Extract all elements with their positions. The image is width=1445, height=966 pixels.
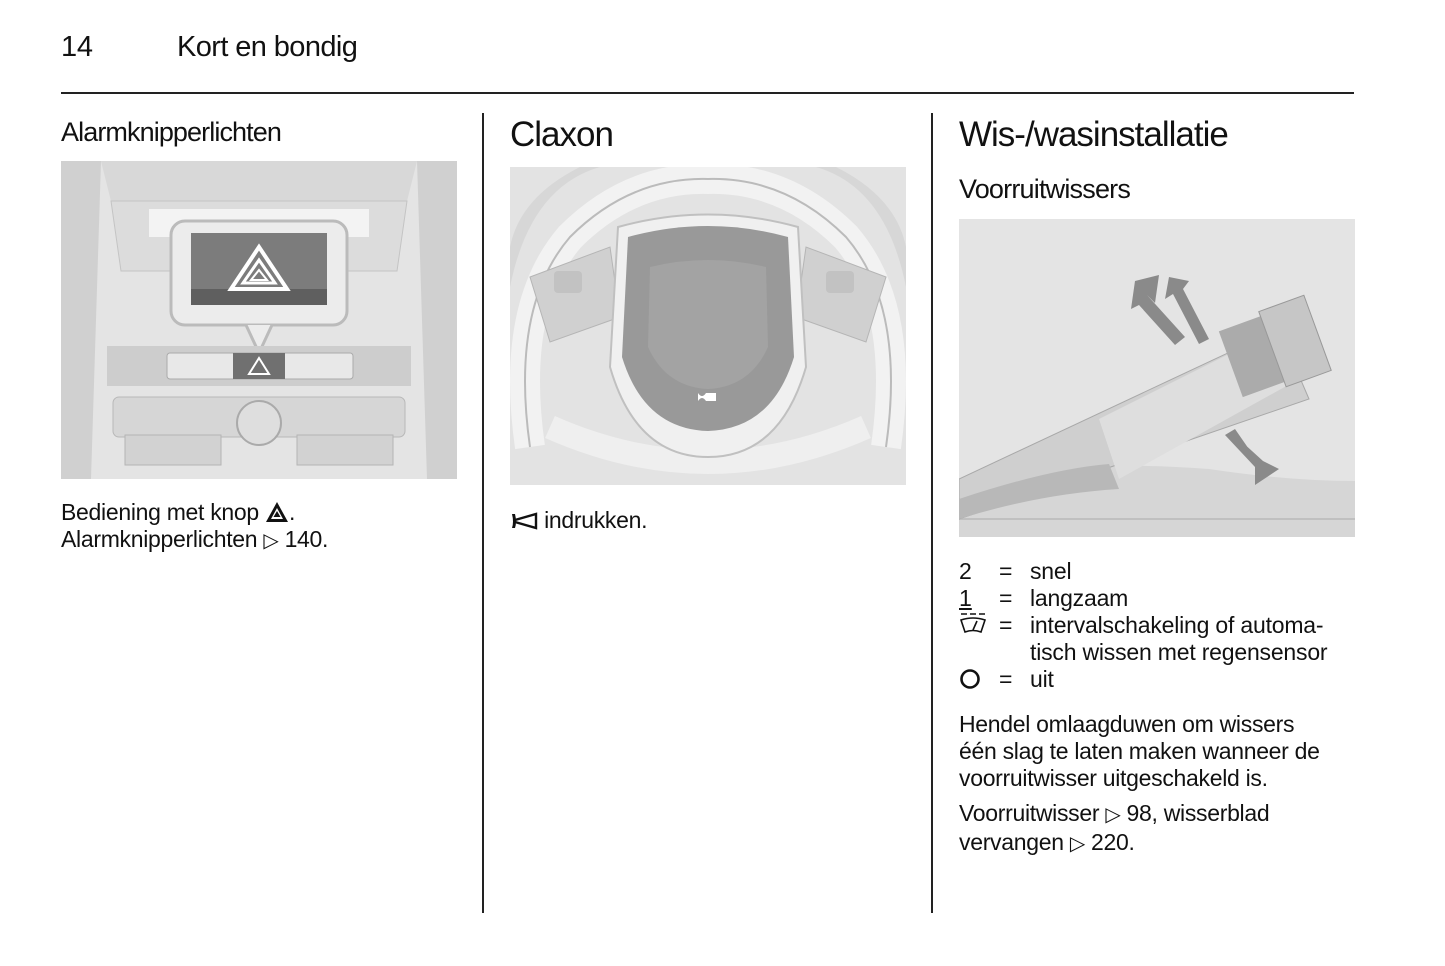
page-header [61,28,1354,94]
off-circle-icon [959,666,989,693]
page-number: 14 [61,31,93,63]
section-subheading: Voorruitwissers [959,174,1131,204]
section-heading: Alarmknipperlichten [61,117,282,147]
legend-key: 1 [959,585,972,611]
legend-row: 2 = snel [959,558,1072,584]
section-heading: Claxon [510,115,613,154]
section-heading: Wis-/wasinstallatie [959,115,1228,154]
wiper-paragraph-1: Hendel omlaagduwen om wissers één slag te laten maken wanneer de voorruitwisser uitgeschakeld is. [959,711,1320,791]
wiper-paragraph-2: Voorruitwisser ▷ 98, wisserblad vervangen ▷ 220. [959,800,1270,855]
legend-row: = intervalschakeling of automa- tisch wissen met regensensor [959,612,1355,666]
column-divider [482,113,484,913]
wiper-lever-illustration [959,219,1355,537]
horn-icon [510,512,538,530]
steering-wheel-illustration [510,167,906,485]
wiper-legend [959,558,1355,693]
legend-key: 2 [959,558,972,584]
reference-arrow-icon: ▷ [1105,804,1121,826]
hazard-text: Bediening met knop . Alarmknipperlichten ▷ 140. [61,499,329,552]
horn-text: indrukken. [510,507,906,534]
hazard-triangle-icon [265,501,289,523]
hazard-switch-illustration [61,161,457,479]
legend-row: 1 = langzaam [959,585,1129,611]
reference-arrow-icon: ▷ [1069,833,1085,855]
reference-arrow-icon: ▷ [263,530,279,552]
interval-wiper-icon [959,612,989,642]
page-title: Kort en bondig [177,31,358,63]
legend-row: = uit [959,666,1355,693]
column-divider [931,113,933,913]
